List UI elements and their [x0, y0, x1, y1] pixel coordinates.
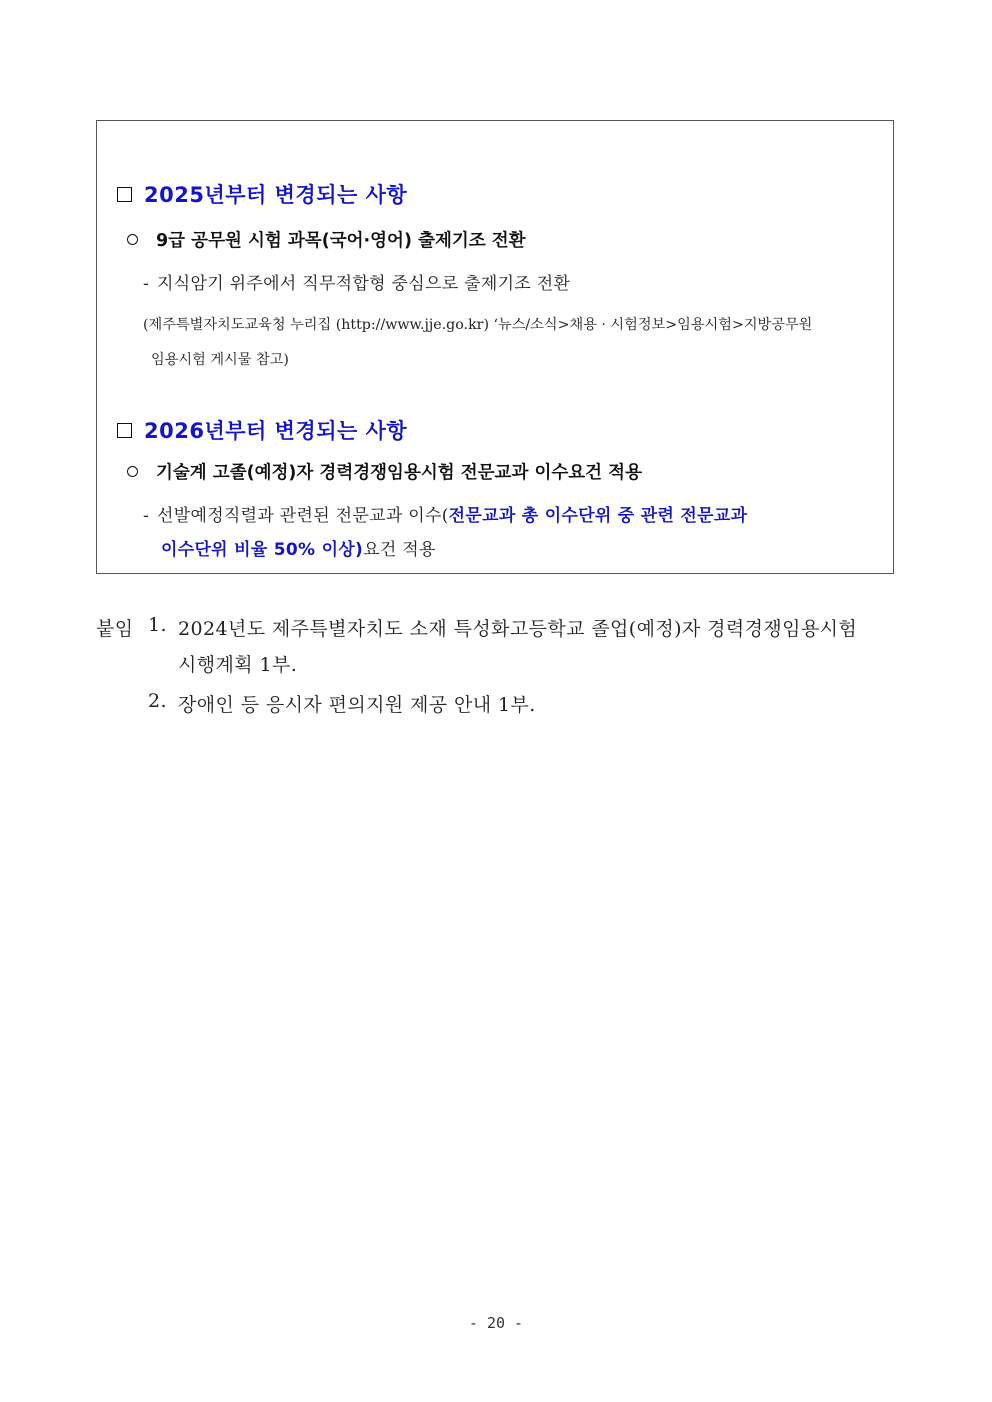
- attachment-label: 붙임: [96, 618, 134, 640]
- section-2026-detail-suffix: 요건 적용: [363, 540, 436, 560]
- attachment-2-number: 2.: [148, 690, 167, 712]
- section-2026-title: 2026년부터 변경되는 사항: [144, 419, 408, 443]
- attachment-2-text: 장애인 등 응시자 편의지원 제공 안내 1부.: [178, 694, 536, 716]
- dash-mark: -: [143, 506, 150, 526]
- attachment-1-line1: 2024년도 제주특별자치도 소재 특성화고등학교 졸업(예정)자 경력경쟁임용시험: [178, 618, 858, 640]
- square-checkbox-icon: [117, 187, 132, 202]
- section-2025-title: 2025년부터 변경되는 사항: [144, 183, 408, 207]
- page-number: - 20 -: [468, 1314, 524, 1332]
- section-2025-bullet: [127, 227, 526, 252]
- section-2025-detail-text: 지식암기 위주에서 직무적합형 중심으로 출제기조 전환: [157, 274, 571, 294]
- square-checkbox-icon: [117, 423, 132, 438]
- section-2025-note-line2: 임용시험 게시물 참고): [151, 352, 289, 368]
- section-2025-detail: [143, 269, 570, 294]
- section-2026-detail-highlight-1: 전문교과 총 이수단위 중 관련 전문교과: [448, 506, 748, 526]
- section-2025-bullet-text: 9급 공무원 시험 과목(국어·영어) 출제기조 전환: [156, 231, 526, 251]
- attachment-1-line2: 시행계획 1부.: [178, 654, 298, 676]
- section-2025-note-line1: (제주특별자치도교육청 누리집 (http://www.jje.go.kr) ‘뉴스/소식>채용 · 시험정보>임용시험>지방공무원: [143, 317, 813, 333]
- section-2026-bullet-text: 기술계 고졸(예정)자 경력경쟁임용시험 전문교과 이수요건 적용: [156, 463, 642, 483]
- dash-mark: -: [143, 274, 150, 294]
- section-2026-heading: [117, 415, 407, 445]
- section-2025-heading: [117, 179, 407, 209]
- change-notice-box: [96, 120, 894, 574]
- section-2026-bullet: [127, 459, 642, 484]
- section-2026-detail-highlight-2: 이수단위 비율 50% 이상): [161, 540, 364, 560]
- circle-bullet-icon: [127, 466, 138, 477]
- section-2026-detail-line2: [161, 535, 436, 560]
- section-2026-detail-line1: [143, 501, 747, 526]
- attachment-1-number: 1.: [148, 614, 167, 636]
- section-2026-detail-prefix: 선발예정직렬과 관련된 전문교과 이수(: [157, 506, 449, 526]
- circle-bullet-icon: [127, 234, 138, 245]
